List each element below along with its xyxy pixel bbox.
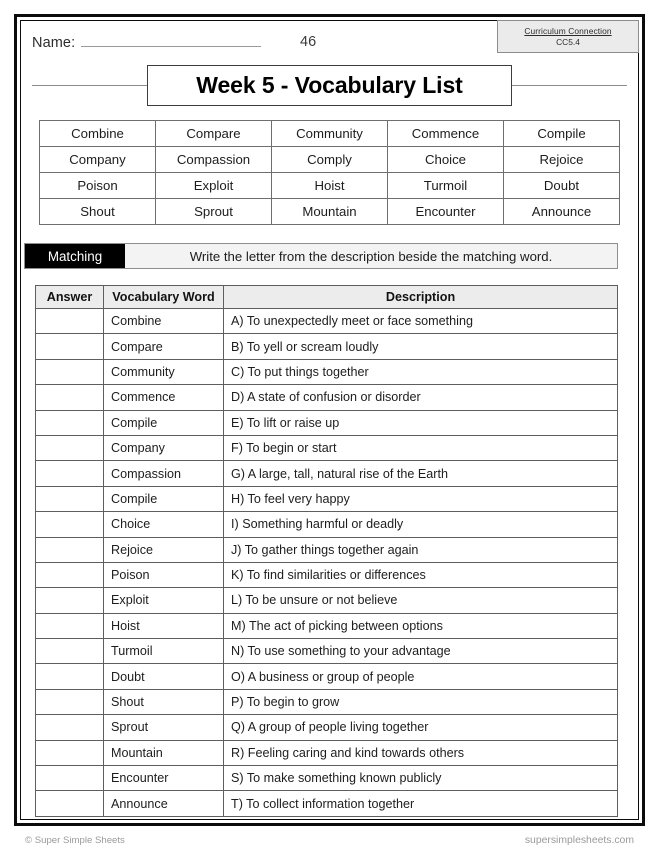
vocabulary-word-cell: Doubt <box>104 664 224 689</box>
word-grid-cell: Choice <box>388 147 504 173</box>
word-grid-cell: Commence <box>388 121 504 147</box>
vocabulary-word-cell: Company <box>104 435 224 460</box>
answer-input-cell[interactable] <box>36 461 104 486</box>
matching-header-row <box>36 286 618 309</box>
answer-input-cell[interactable] <box>36 766 104 791</box>
table-row <box>36 613 618 638</box>
table-row <box>36 664 618 689</box>
word-grid-cell: Compare <box>156 121 272 147</box>
word-grid-cell: Poison <box>40 173 156 199</box>
vocabulary-word-cell: Compassion <box>104 461 224 486</box>
table-row <box>36 385 618 410</box>
word-grid-cell: Doubt <box>504 173 620 199</box>
curriculum-connection-title: Curriculum Connection <box>524 26 612 37</box>
answer-input-cell[interactable] <box>36 562 104 587</box>
table-row <box>36 359 618 384</box>
column-header-answer: Answer <box>36 286 104 309</box>
vocabulary-word-grid <box>39 120 620 225</box>
page-title: Week 5 - Vocabulary List <box>196 72 463 98</box>
word-grid-body <box>40 121 620 225</box>
answer-input-cell[interactable] <box>36 588 104 613</box>
name-label: Name: <box>32 35 76 51</box>
table-row <box>36 689 618 714</box>
table-row <box>36 766 618 791</box>
word-grid-cell: Community <box>272 121 388 147</box>
table-row <box>36 562 618 587</box>
word-grid-cell: Exploit <box>156 173 272 199</box>
name-write-line[interactable] <box>81 33 261 47</box>
description-cell: S) To make something known publicly <box>224 766 618 791</box>
vocabulary-word-cell: Compare <box>104 334 224 359</box>
answer-input-cell[interactable] <box>36 410 104 435</box>
word-grid-cell: Shout <box>40 199 156 225</box>
vocabulary-word-cell: Compile <box>104 410 224 435</box>
table-row <box>36 461 618 486</box>
vocabulary-word-cell: Mountain <box>104 740 224 765</box>
table-row <box>36 486 618 511</box>
answer-input-cell[interactable] <box>36 486 104 511</box>
word-grid-cell: Encounter <box>388 199 504 225</box>
description-cell: J) To gather things together again <box>224 537 618 562</box>
answer-input-cell[interactable] <box>36 740 104 765</box>
description-cell: F) To begin or start <box>224 435 618 460</box>
answer-input-cell[interactable] <box>36 639 104 664</box>
table-row <box>36 740 618 765</box>
word-grid-cell: Hoist <box>272 173 388 199</box>
answer-input-cell[interactable] <box>36 791 104 816</box>
answer-input-cell[interactable] <box>36 359 104 384</box>
vocabulary-word-cell: Commence <box>104 385 224 410</box>
description-cell: Q) A group of people living together <box>224 715 618 740</box>
name-row <box>32 33 452 55</box>
vocabulary-word-cell: Choice <box>104 512 224 537</box>
answer-input-cell[interactable] <box>36 613 104 638</box>
table-row <box>36 334 618 359</box>
vocabulary-word-cell: Rejoice <box>104 537 224 562</box>
answer-input-cell[interactable] <box>36 512 104 537</box>
vocabulary-word-cell: Community <box>104 359 224 384</box>
description-cell: C) To put things together <box>224 359 618 384</box>
answer-input-cell[interactable] <box>36 435 104 460</box>
answer-input-cell[interactable] <box>36 334 104 359</box>
description-cell: L) To be unsure or not believe <box>224 588 618 613</box>
word-grid-row <box>40 147 620 173</box>
word-grid-cell: Compassion <box>156 147 272 173</box>
vocabulary-word-cell: Hoist <box>104 613 224 638</box>
word-grid-cell: Compile <box>504 121 620 147</box>
description-cell: E) To lift or raise up <box>224 410 618 435</box>
vocabulary-word-cell: Compile <box>104 486 224 511</box>
column-header-vocabulary-word: Vocabulary Word <box>104 286 224 309</box>
table-row <box>36 639 618 664</box>
table-row <box>36 410 618 435</box>
curriculum-connection-badge <box>497 20 639 53</box>
footer-copyright: © Super Simple Sheets <box>25 835 125 846</box>
description-cell: G) A large, tall, natural rise of the Earth <box>224 461 618 486</box>
vocabulary-word-cell: Combine <box>104 309 224 334</box>
answer-input-cell[interactable] <box>36 537 104 562</box>
vocabulary-word-cell: Poison <box>104 562 224 587</box>
description-cell: A) To unexpectedly meet or face something <box>224 309 618 334</box>
page-title-box <box>147 65 512 106</box>
word-grid-cell: Announce <box>504 199 620 225</box>
description-cell: K) To find similarities or differences <box>224 562 618 587</box>
curriculum-connection-code: CC5.4 <box>556 36 580 47</box>
description-cell: T) To collect information together <box>224 791 618 816</box>
description-cell: D) A state of confusion or disorder <box>224 385 618 410</box>
vocabulary-word-cell: Encounter <box>104 766 224 791</box>
description-cell: N) To use something to your advantage <box>224 639 618 664</box>
section-tag-matching: Matching <box>25 244 125 268</box>
description-cell: O) A business or group of people <box>224 664 618 689</box>
word-grid-cell: Rejoice <box>504 147 620 173</box>
matching-table-body <box>36 309 618 817</box>
table-row <box>36 791 618 816</box>
matching-table <box>35 285 618 817</box>
column-header-description: Description <box>224 286 618 309</box>
table-row <box>36 588 618 613</box>
vocabulary-word-cell: Shout <box>104 689 224 714</box>
vocabulary-word-cell: Exploit <box>104 588 224 613</box>
table-row <box>36 715 618 740</box>
description-cell: H) To feel very happy <box>224 486 618 511</box>
vocabulary-word-cell: Turmoil <box>104 639 224 664</box>
vocabulary-word-cell: Sprout <box>104 715 224 740</box>
word-grid-row <box>40 121 620 147</box>
table-row <box>36 537 618 562</box>
vocabulary-word-cell: Announce <box>104 791 224 816</box>
section-instruction: Write the letter from the description beside the matching word. <box>125 244 617 268</box>
description-cell: M) The act of picking between options <box>224 613 618 638</box>
word-grid-cell: Combine <box>40 121 156 147</box>
description-cell: P) To begin to grow <box>224 689 618 714</box>
footer-website: supersimplesheets.com <box>524 835 634 846</box>
table-row <box>36 435 618 460</box>
description-cell: I) Something harmful or deadly <box>224 512 618 537</box>
matching-table-head <box>36 286 618 309</box>
answer-input-cell[interactable] <box>36 664 104 689</box>
word-grid-cell: Comply <box>272 147 388 173</box>
matching-section-bar <box>24 243 618 269</box>
page-number: 46 <box>300 34 317 50</box>
answer-input-cell[interactable] <box>36 689 104 714</box>
description-cell: R) Feeling caring and kind towards others <box>224 740 618 765</box>
table-row <box>36 309 618 334</box>
answer-input-cell[interactable] <box>36 715 104 740</box>
word-grid-row <box>40 199 620 225</box>
word-grid-cell: Mountain <box>272 199 388 225</box>
word-grid-cell: Company <box>40 147 156 173</box>
word-grid-cell: Turmoil <box>388 173 504 199</box>
word-grid-cell: Sprout <box>156 199 272 225</box>
answer-input-cell[interactable] <box>36 385 104 410</box>
table-row <box>36 512 618 537</box>
description-cell: B) To yell or scream loudly <box>224 334 618 359</box>
word-grid-row <box>40 173 620 199</box>
answer-input-cell[interactable] <box>36 309 104 334</box>
